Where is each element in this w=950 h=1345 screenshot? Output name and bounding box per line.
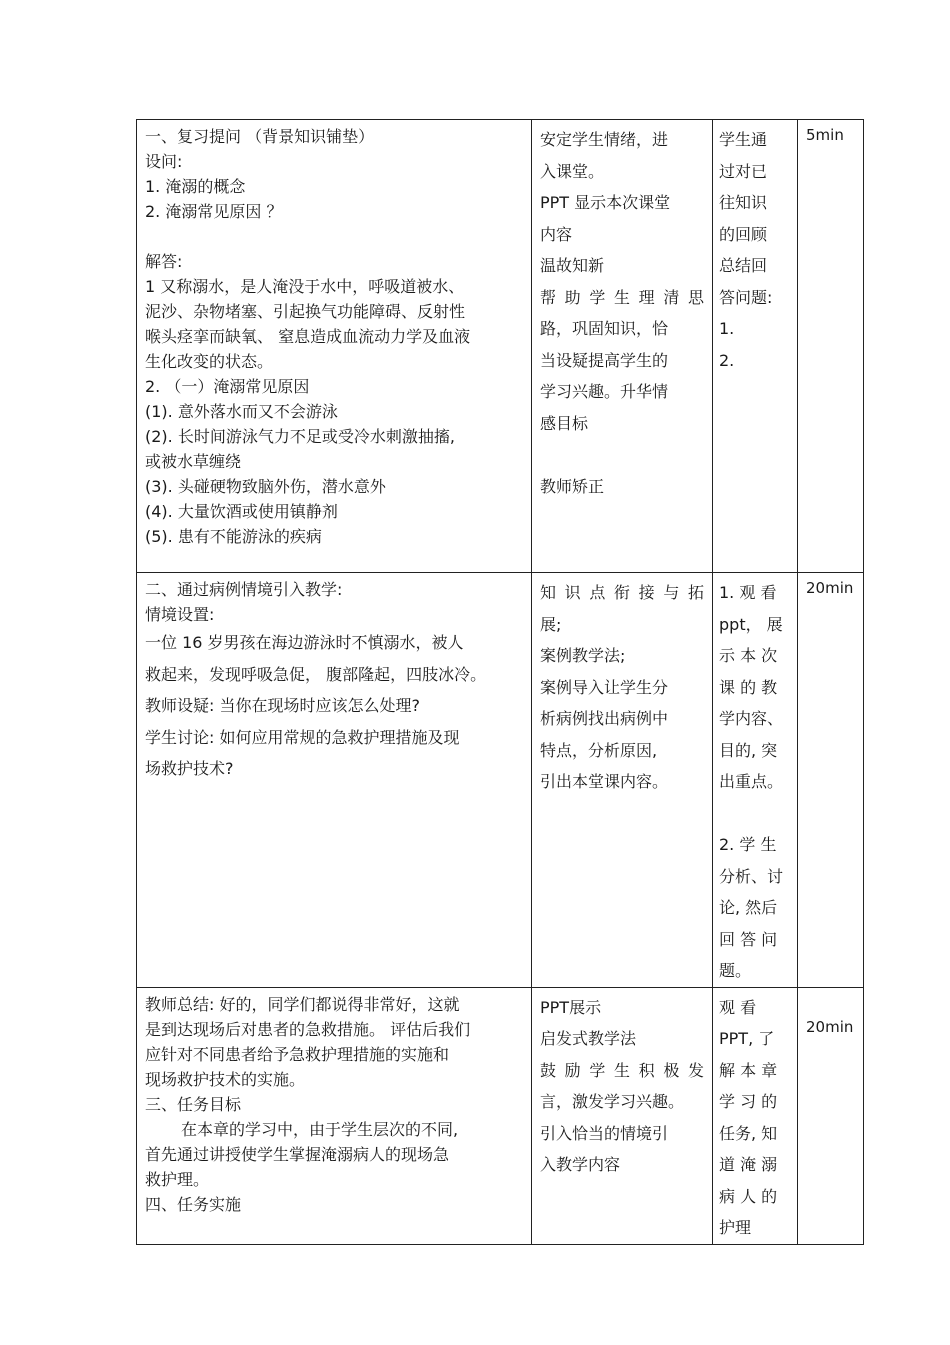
content-line: 场救护技术? — [145, 759, 234, 778]
student-line: 答问题: — [719, 287, 773, 307]
content-line: 三、任务目标 — [145, 1094, 242, 1114]
teacher-activity-cell — [532, 120, 713, 573]
teacher-line: 教师矫正 — [540, 476, 605, 496]
time-value: 20min — [806, 579, 854, 597]
teacher-line: 启发式教学法 — [540, 1029, 637, 1048]
teacher-line: 知识点衔接与拓 — [540, 583, 704, 602]
student-line: 学 习 的 — [719, 1092, 778, 1111]
student-line: ppt， 展 — [719, 614, 783, 634]
student-line: 论, 然后 — [719, 898, 778, 917]
student-line: 道 淹 溺 — [719, 1155, 778, 1174]
time-cell — [798, 573, 864, 988]
teacher-line: 安定学生情绪，进 — [540, 130, 669, 149]
table-row — [137, 120, 864, 573]
content-line: (3). 头碰硬物致脑外伤，潜水意外 — [145, 477, 386, 496]
content-line: 现场救护技术的实施。 — [145, 1069, 306, 1089]
content-line: 1 又称溺水，是人淹没于水中，呼吸道被水、 — [145, 277, 465, 296]
content-cell — [137, 120, 532, 573]
content-line: 教师总结: 好的，同学们都说得非常好，这就 — [145, 994, 460, 1014]
content-line: 情境设置: — [145, 605, 215, 624]
student-line: 出重点。 — [719, 772, 784, 791]
content-line: 2. （一）淹溺常见原因 — [145, 377, 310, 396]
blank-line — [540, 439, 704, 471]
time-cell — [798, 987, 864, 1244]
student-line: 2. — [719, 350, 735, 370]
teacher-line: 展; — [540, 614, 562, 634]
teacher-line: 帮助学生理清思 — [540, 287, 704, 307]
student-line: 解 本 章 — [719, 1060, 778, 1080]
student-line: 1. — [719, 319, 735, 338]
content-line: (4). 大量饮酒或使用镇静剂 — [145, 502, 338, 521]
student-line: 观 看 — [719, 997, 757, 1017]
content-cell — [137, 573, 532, 988]
content-line: 喉头痉挛而缺氧、 窒息造成血流动力学及血液 — [145, 327, 471, 346]
content-line: 救护理。 — [145, 1169, 210, 1189]
blank-line — [719, 798, 791, 830]
student-line: 病 人 的 — [719, 1186, 778, 1206]
content-line: 在本章的学习中，由于学生层次的不同, — [181, 1119, 459, 1139]
student-line: 过对已 — [719, 161, 768, 181]
lesson-plan-table — [136, 119, 864, 1245]
content-line: 设问: — [145, 152, 183, 171]
teacher-line: 案例导入让学生分 — [540, 677, 669, 697]
student-line: 2. 学 生 — [719, 835, 777, 854]
student-line: 任务, 知 — [719, 1123, 778, 1143]
teacher-activity-cell — [532, 987, 713, 1244]
teacher-line: 入课堂。 — [540, 161, 605, 181]
content-cell — [137, 987, 532, 1244]
teacher-line: 引入恰当的情境引 — [540, 1123, 669, 1143]
teacher-line: 学习兴趣。升华情 — [540, 382, 669, 401]
content-line: 二、通过病例情境引入教学: — [145, 580, 343, 599]
student-line: 目的, 突 — [719, 740, 778, 760]
content-line: 应针对不同患者给予急救护理措施的实施和 — [145, 1044, 450, 1064]
teacher-line: 言，激发学习兴趣。 — [540, 1092, 685, 1111]
teacher-line: 析病例找出病例中 — [540, 709, 669, 728]
content-line: 一、复习提问 （背景知识铺垫） — [145, 127, 375, 146]
teacher-line: 特点，分析原因, — [540, 740, 658, 760]
student-line: 学生通 — [719, 130, 768, 149]
table-row — [137, 573, 864, 988]
student-activity-cell — [713, 120, 798, 573]
teacher-line: 入教学内容 — [540, 1155, 621, 1174]
content-line: (2). 长时间游泳气力不足或受冷水刺激抽搐, — [145, 427, 455, 446]
student-line: 课 的 教 — [719, 677, 778, 697]
student-activity-cell — [713, 987, 798, 1244]
teacher-activity-cell — [532, 573, 713, 988]
time-value: 20min — [806, 1017, 854, 1036]
content-line: (1). 意外落水而又不会游泳 — [145, 402, 338, 421]
student-line: 往知识 — [719, 193, 768, 212]
content-line: (5). 患有不能游泳的疾病 — [145, 527, 322, 546]
student-line: 分析、讨 — [719, 866, 784, 886]
content-line: 泥沙、杂物堵塞、引起换气功能障碍、反射性 — [145, 302, 466, 321]
content-line: 首先通过讲授使学生掌握淹溺病人的现场急 — [145, 1144, 450, 1164]
teacher-line: 当设疑提高学生的 — [540, 350, 669, 370]
student-line: 学内容、 — [719, 709, 784, 728]
student-line: 的回顾 — [719, 224, 768, 244]
table-row — [137, 987, 864, 1244]
content-line: 是到达现场后对患者的急救措施。 评估后我们 — [145, 1019, 471, 1039]
student-line: 总结回 — [719, 256, 768, 275]
content-line: 1. 淹溺的概念 — [145, 177, 246, 196]
student-line: 1. 观 看 — [719, 583, 777, 602]
student-activity-cell — [713, 573, 798, 988]
student-line: PPT, 了 — [719, 1029, 775, 1048]
teacher-line: 引出本堂课内容。 — [540, 772, 669, 791]
content-line: 一位 16 岁男孩在海边游泳时不慎溺水，被人 — [145, 633, 464, 652]
teacher-line: PPT 显示本次课堂 — [540, 193, 671, 212]
teacher-line: 路，巩固知识，恰 — [540, 319, 669, 338]
teacher-line: PPT展示 — [540, 997, 602, 1017]
content-line: 教师设疑: 当你在现场时应该怎么处理? — [145, 696, 420, 715]
content-line: 救起来，发现呼吸急促， 腹部隆起，四肢冰冷。 — [145, 664, 487, 684]
teacher-line: 鼓励学生积极发 — [540, 1060, 704, 1080]
student-line: 回 答 问 — [719, 929, 778, 949]
content-line: 生化改变的状态。 — [145, 352, 274, 371]
content-line: 或被水草缠绕 — [145, 452, 242, 471]
content-line: 解答: — [145, 252, 183, 271]
content-line: 2. 淹溺常见原因 ？ — [145, 202, 283, 221]
teacher-line: 感目标 — [540, 413, 589, 433]
teacher-line: 内容 — [540, 224, 573, 244]
content-line: 四、任务实施 — [145, 1194, 242, 1214]
blank-line — [145, 224, 523, 249]
student-line: 护理 — [719, 1218, 752, 1237]
teacher-line: 案例教学法; — [540, 646, 626, 665]
student-line: 题。 — [719, 961, 752, 980]
student-line: 示 本 次 — [719, 646, 778, 665]
time-value: 5min — [806, 126, 844, 144]
teacher-line: 温故知新 — [540, 256, 605, 275]
time-cell — [798, 120, 864, 573]
content-line: 学生讨论: 如何应用常规的急救护理措施及现 — [145, 727, 460, 747]
